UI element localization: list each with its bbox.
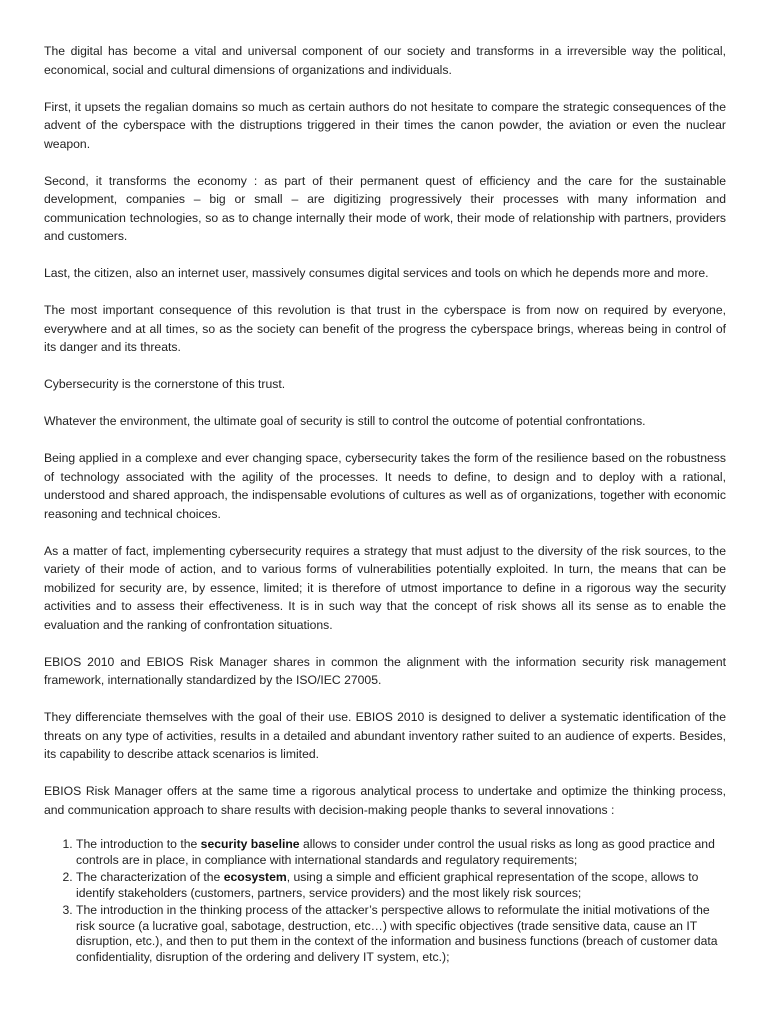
paragraph: EBIOS Risk Manager offers at the same time a rigorous analytical process to undertake and optimize the thinking process, and communication approach to share results with decision-making people thanks to several innovations :: [44, 784, 726, 817]
list-item-keyword: security baseline: [200, 837, 300, 851]
list-item-text: The introduction to the: [76, 837, 201, 851]
list-item-text: allows to consider under control the usual risks as long as good practice and controls are in place, in compliance with international standards and regulatory requirements;: [76, 837, 715, 867]
paragraph: The most important consequence of this revolution is that trust in the cyberspace is from now on required by everyone, everywhere and at all times, so as the society can benefit of the progress the cyberspace brings, whereas being in control of its danger and its threats.: [44, 303, 726, 354]
list-item-text: , using a simple and efficient graphical representation of the scope, allows to identify stakeholders (customers, partners, service providers) and the most likely risk sources;: [76, 870, 699, 900]
paragraph: Second, it transforms the economy : as part of their permanent quest of efficiency and the care for the sustainable development, companies – big or small – are digitizing progressively their processes with many information and communication technologies, so as to change internally their mode of work, their mode of relationship with partners, providers and customers.: [44, 173, 726, 243]
list-item-text: The introduction in the thinking process of the attacker’s perspective allows to reformulate the initial motivations of the risk source (a lucrative goal, sabotage, destruction, etc…) with specific objectives (trade sensitive data, cause an IT disruption, etc.), and then to put them in the context of the information and business functions (breach of customer data confidentiality, disruption of the ordering and delivery IT system, etc.);: [76, 903, 718, 964]
list-item: [76, 837, 726, 868]
list-item-keyword: ecosystem: [223, 870, 287, 884]
list-item-text: The characterization of the: [76, 870, 224, 884]
innovations-list: [44, 837, 726, 965]
paragraph: First, it upsets the regalian domains so much as certain authors do not hesitate to compare the strategic consequences of the advent of the cyberspace with the distruptions triggered in their times the canon powder, the aviation or even the nuclear weapon.: [44, 99, 726, 151]
paragraph: They differenciate themselves with the goal of their use. EBIOS 2010 is designed to deliver a systematic identification of the threats on any type of activities, results in a detailed and abundant inventory rather suited to an audience of experts. Besides, its capability to describe attack scenarios is limited.: [44, 710, 726, 761]
paragraph: The digital has become a vital and universal component of our society and transforms in a irreversible way the political, economical, social and cultural dimensions of organizations and individuals.: [44, 44, 726, 77]
paragraph: Whatever the environment, the ultimate goal of security is still to control the outcome of potential confrontations.: [44, 414, 646, 428]
paragraph: Last, the citizen, also an internet user, massively consumes digital services and tools on which he depends more and more.: [44, 266, 709, 280]
document-page: [44, 42, 726, 967]
paragraph: EBIOS 2010 and EBIOS Risk Manager shares in common the alignment with the information security risk management framework, internationally standardized by the ISO/IEC 27005.: [44, 654, 726, 687]
paragraph: As a matter of fact, implementing cybersecurity requires a strategy that must adjust to the diversity of the risk sources, to the variety of their mode of action, and to various forms of vulnerabilities potentially exploited. In turn, the means that can be mobilized for security are, by essence, limited; it is therefore of utmost importance to define in a rigorous way the security activities and to assess their effectiveness. It is in such way that the concept of risk shows all its sense as to enable the evaluation and the ranking of confrontation situations.: [44, 543, 726, 632]
list-item: [76, 903, 726, 965]
list-item: [76, 870, 726, 901]
paragraph: Being applied in a complexe and ever changing space, cybersecurity takes the form of the resilience based on the robustness of technology associated with the agility of the processes. It needs to define, to design and to deploy with a rational, understood and shared approach, the indispensable evolutions of cultures as well as of organizations, together with economic reasoning and technical choices.: [44, 451, 726, 521]
paragraph: Cybersecurity is the cornerstone of this trust.: [44, 377, 286, 391]
